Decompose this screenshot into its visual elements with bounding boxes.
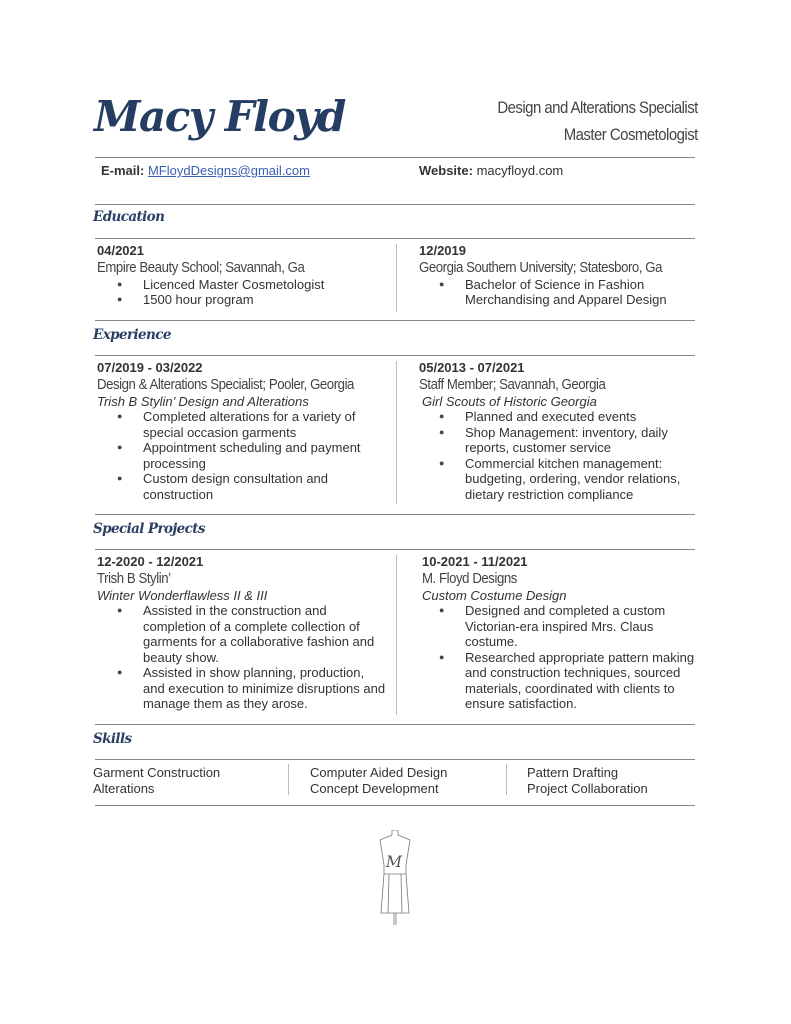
skills-column bbox=[527, 765, 648, 796]
logo-monogram: M bbox=[385, 852, 403, 871]
entry-title: Georgia Southern University; Statesboro, Ga bbox=[419, 258, 663, 276]
bullet-item: ● Assisted in the construction and completion of a complete collection of garments for a collaborative fashion and beauty show. bbox=[117, 603, 387, 665]
bullet-item: ● Designed and completed a custom Victorian-era inspired Mrs. Claus costume. bbox=[439, 603, 702, 650]
divider bbox=[95, 514, 695, 515]
divider bbox=[95, 204, 695, 205]
professional-titles bbox=[498, 94, 698, 148]
entry-date: 04/2021 bbox=[97, 243, 144, 258]
section-heading-education: Education bbox=[93, 209, 165, 225]
email-link[interactable]: MFloydDesigns@gmail.com bbox=[147, 163, 310, 178]
skill-item: Computer Aided Design bbox=[310, 765, 448, 780]
skill-item: Project Collaboration bbox=[527, 780, 648, 796]
divider bbox=[95, 320, 695, 321]
divider bbox=[95, 805, 695, 806]
bullet-item: ● Licenced Master Cosmetologist bbox=[117, 277, 397, 293]
entry-title: Trish B Stylin’ bbox=[97, 569, 171, 587]
column-divider bbox=[288, 764, 289, 795]
column-divider bbox=[396, 361, 397, 504]
bullet-item: ● Researched appropriate pattern making and construction techniques, sourced materials, coordinated with clients to ensure satisfaction. bbox=[439, 650, 702, 712]
entry-date: 12/2019 bbox=[419, 243, 466, 258]
divider bbox=[95, 238, 695, 239]
entry-title: M. Floyd Designs bbox=[422, 569, 517, 587]
column-divider bbox=[506, 764, 507, 795]
bullet-item: ● Custom design consultation and construction bbox=[117, 471, 372, 502]
bullet-item: ● Planned and executed events bbox=[439, 409, 699, 425]
divider bbox=[95, 724, 695, 725]
entry-organization: Winter Wonderflawless II & III bbox=[97, 587, 268, 603]
column-divider bbox=[396, 244, 397, 312]
skills-column bbox=[310, 765, 447, 796]
title-line: Master Cosmetologist bbox=[563, 125, 698, 144]
entry-date: 07/2019 - 03/2022 bbox=[97, 360, 203, 375]
bullet-item: ● Shop Management: inventory, daily reports, customer service bbox=[439, 425, 699, 456]
divider bbox=[95, 157, 695, 158]
bullet-item: ● Appointment scheduling and payment processing bbox=[117, 440, 372, 471]
section-heading-skills: Skills bbox=[93, 731, 132, 747]
website-value: macyfloyd.com bbox=[476, 163, 564, 178]
email-label: E-mail: bbox=[101, 163, 145, 178]
skill-item: Pattern Drafting bbox=[527, 765, 619, 780]
section-heading-special-projects: Special Projects bbox=[93, 521, 205, 537]
bullet-item: ● Completed alterations for a variety of special occasion garments bbox=[117, 409, 372, 440]
email-contact bbox=[101, 163, 310, 178]
entry-title: Staff Member; Savannah, Georgia bbox=[419, 375, 606, 393]
experience-entry bbox=[419, 360, 699, 502]
education-entry bbox=[97, 243, 397, 308]
skills-column bbox=[93, 765, 220, 796]
entry-organization: Girl Scouts of Historic Georgia bbox=[422, 393, 597, 409]
divider bbox=[95, 759, 695, 760]
website-contact bbox=[419, 163, 563, 178]
entry-title: Empire Beauty School; Savannah, Ga bbox=[97, 258, 305, 276]
section-heading-experience: Experience bbox=[93, 327, 171, 343]
bullet-item: ● Commercial kitchen management: budgeting, ordering, vendor relations, dietary restriction compliance bbox=[439, 456, 699, 503]
website-label: Website: bbox=[419, 163, 473, 178]
column-divider bbox=[396, 555, 397, 715]
experience-entry bbox=[97, 360, 372, 502]
entry-title: Design & Alterations Specialist; Pooler, Georgia bbox=[97, 375, 354, 393]
entry-organization: Custom Costume Design bbox=[422, 587, 567, 603]
entry-date: 12-2020 - 12/2021 bbox=[97, 554, 204, 569]
bullet-item: ● Assisted in show planning, production, and execution to minimize disruptions and manage them as they arose. bbox=[117, 665, 387, 712]
title-line: Design and Alterations Specialist bbox=[497, 98, 698, 117]
project-entry bbox=[422, 554, 702, 712]
entry-organization: Trish B Stylin’ Design and Alterations bbox=[97, 393, 309, 409]
skill-item: Garment Construction bbox=[93, 765, 221, 780]
skill-item: Alterations bbox=[93, 780, 155, 796]
bullet-item: ● 1500 hour program bbox=[117, 292, 397, 308]
divider bbox=[95, 355, 695, 356]
bullet-item: ● Bachelor of Science in Fashion Merchandising and Apparel Design bbox=[439, 277, 699, 308]
dress-form-logo-icon bbox=[370, 830, 420, 930]
project-entry bbox=[97, 554, 387, 712]
divider bbox=[95, 549, 695, 550]
entry-date: 10-2021 - 11/2021 bbox=[422, 554, 528, 569]
skill-item: Concept Development bbox=[310, 780, 439, 796]
resume-name: Macy Floyd bbox=[94, 92, 345, 141]
education-entry bbox=[419, 243, 699, 308]
entry-date: 05/2013 - 07/2021 bbox=[419, 360, 525, 375]
